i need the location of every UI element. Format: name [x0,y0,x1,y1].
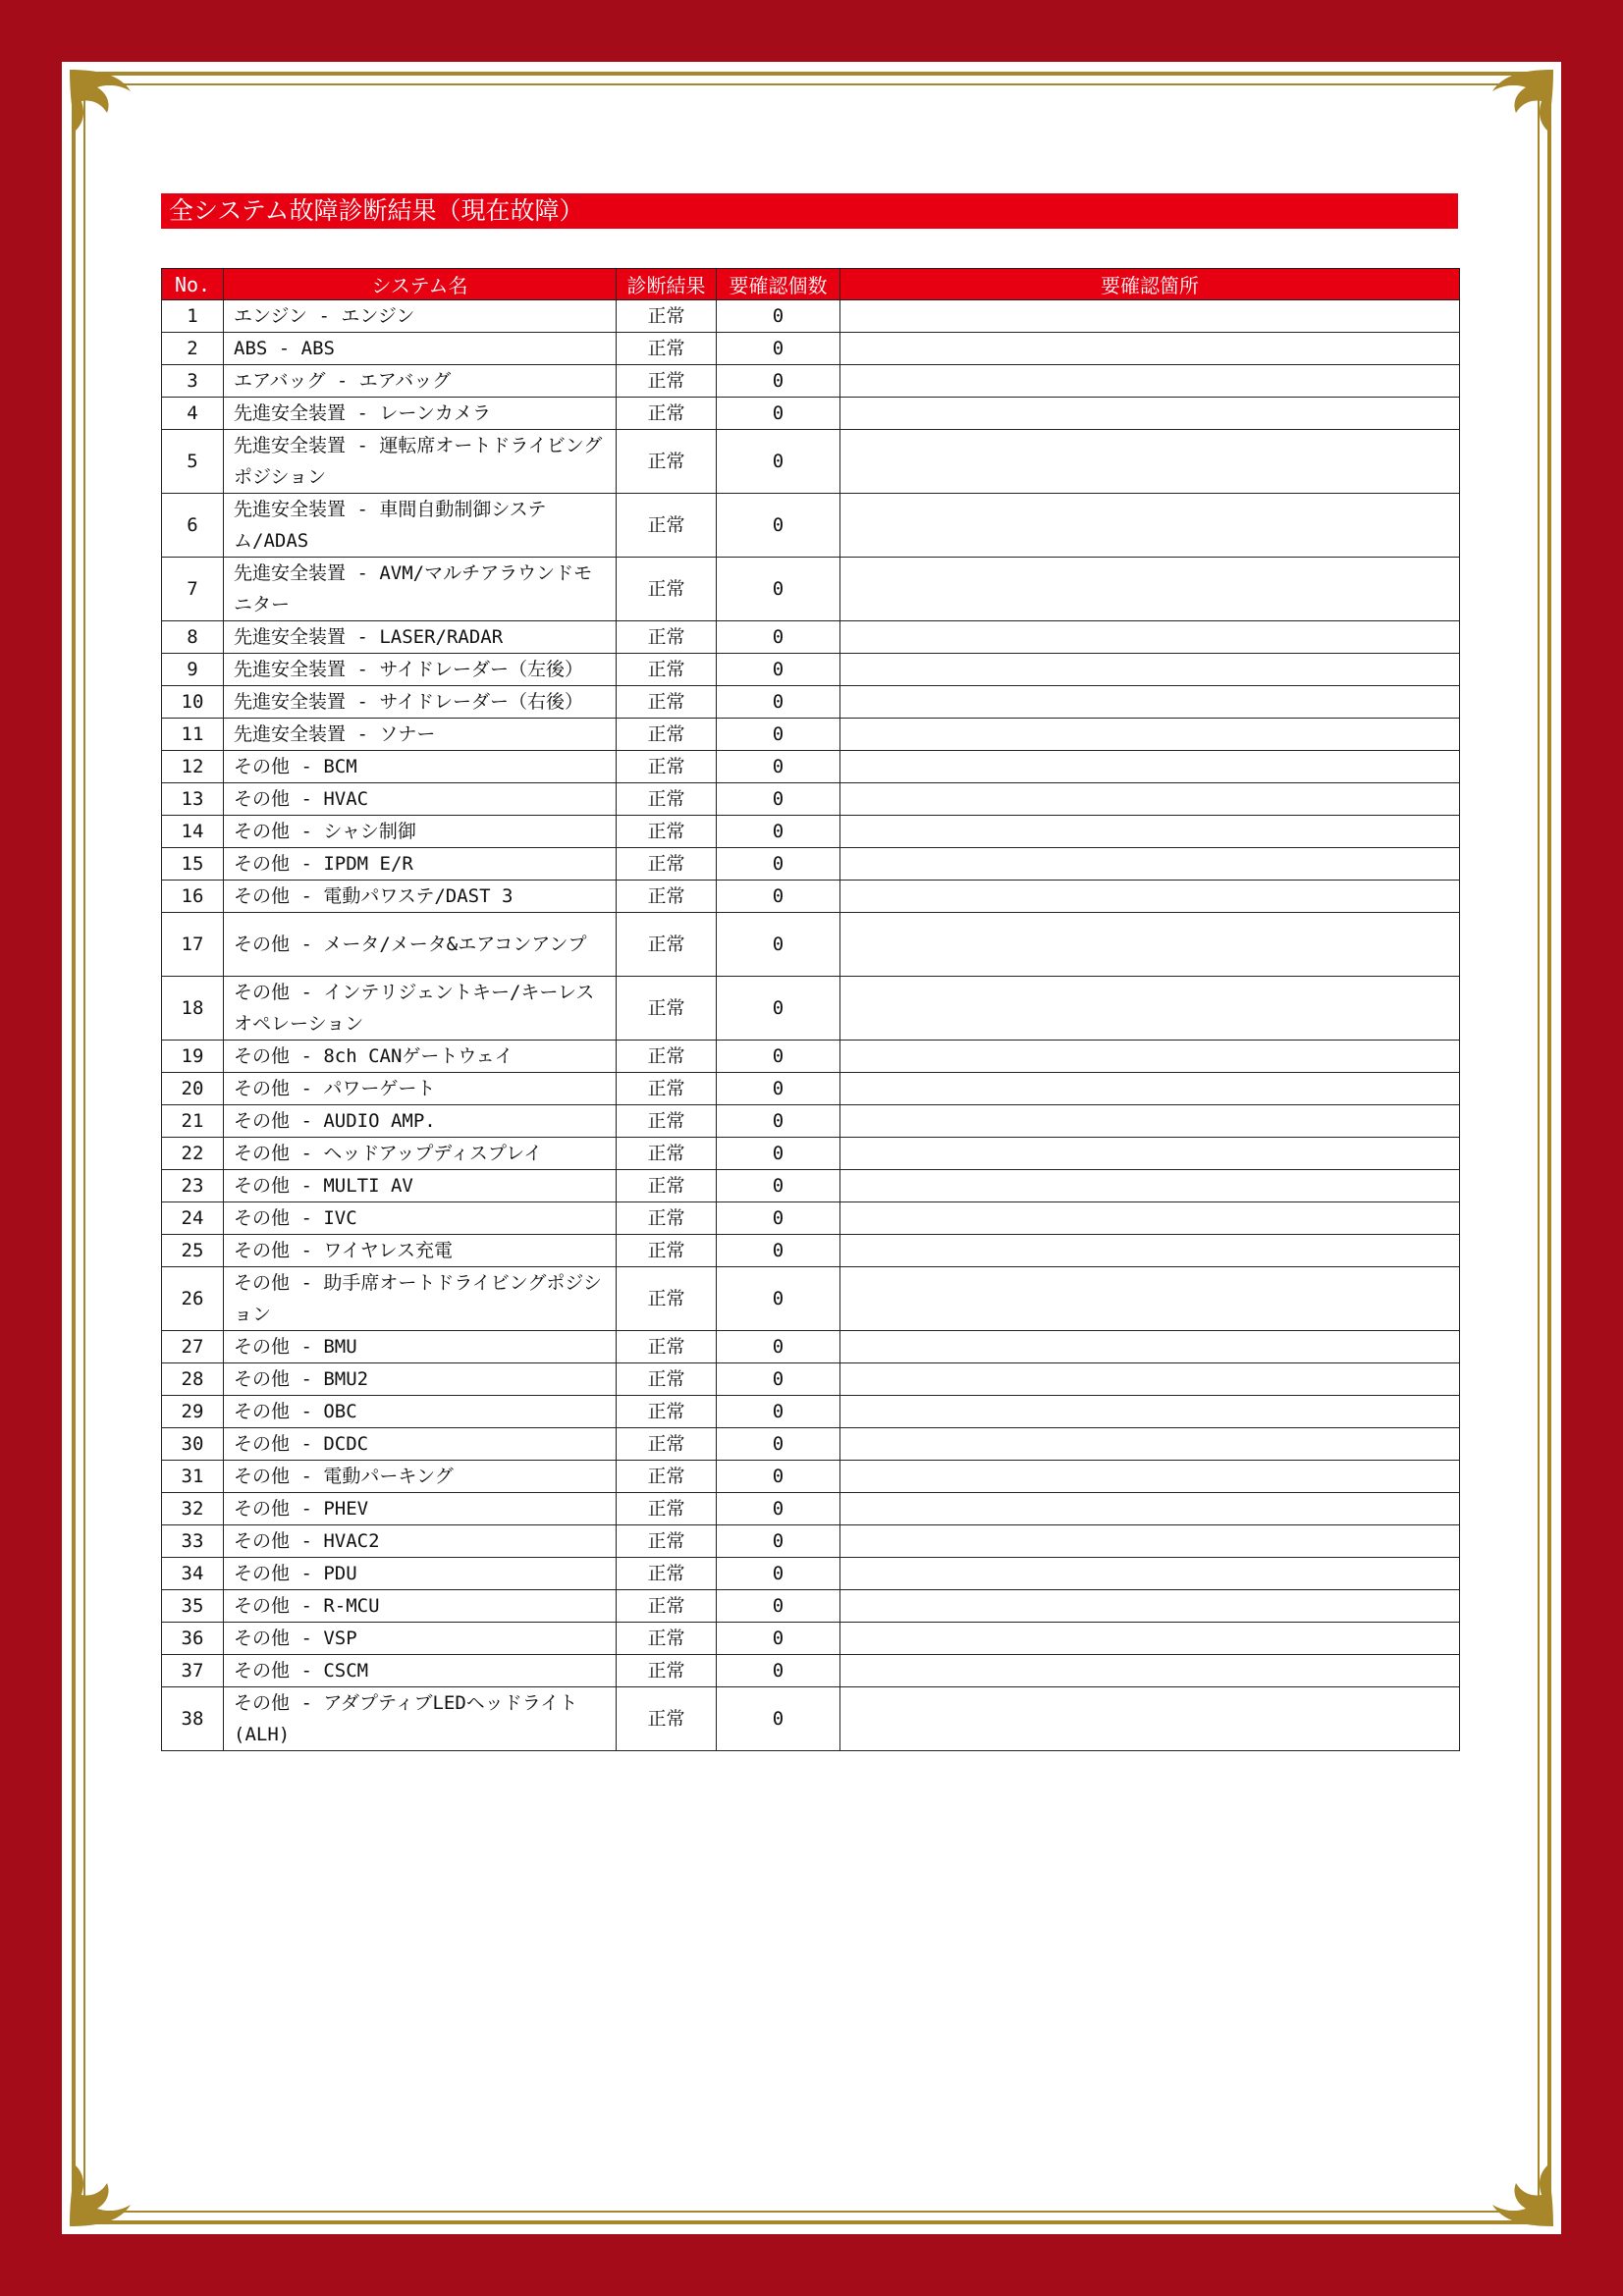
row-result: 正常 [617,1041,717,1073]
row-count: 0 [717,1170,840,1202]
table-row [162,1235,1460,1267]
row-system-name: その他 - VSP [224,1623,617,1655]
row-count: 0 [717,398,840,430]
row-location [840,1105,1460,1138]
row-count: 0 [717,686,840,719]
row-result: 正常 [617,1461,717,1493]
row-no: 36 [162,1623,224,1655]
row-count: 0 [717,881,840,913]
table-row [162,1105,1460,1138]
row-no: 17 [162,913,224,977]
row-result: 正常 [617,1331,717,1363]
row-result: 正常 [617,1590,717,1623]
row-count: 0 [717,1493,840,1525]
table-row [162,1428,1460,1461]
row-no: 15 [162,848,224,881]
row-location [840,365,1460,398]
table-row [162,300,1460,333]
row-location [840,816,1460,848]
table-row [162,1461,1460,1493]
row-no: 18 [162,977,224,1041]
row-location [840,1138,1460,1170]
row-no: 1 [162,300,224,333]
row-system-name: その他 - BMU [224,1331,617,1363]
row-system-name: その他 - IPDM E/R [224,848,617,881]
header-result: 診断結果 [617,269,717,300]
row-system-name: その他 - HVAC [224,783,617,816]
row-system-name: 先進安全装置 - 運転席オートドライビングポジション [224,430,617,494]
row-count: 0 [717,1331,840,1363]
row-no: 11 [162,719,224,751]
row-result: 正常 [617,686,717,719]
table-row [162,977,1460,1041]
row-no: 20 [162,1073,224,1105]
row-result: 正常 [617,621,717,654]
row-no: 25 [162,1235,224,1267]
row-system-name: その他 - HVAC2 [224,1525,617,1558]
row-no: 3 [162,365,224,398]
row-no: 19 [162,1041,224,1073]
row-count: 0 [717,1363,840,1396]
row-system-name: その他 - ワイヤレス充電 [224,1235,617,1267]
row-no: 16 [162,881,224,913]
row-no: 7 [162,558,224,621]
row-system-name: その他 - ヘッドアップディスプレイ [224,1138,617,1170]
table-row [162,558,1460,621]
diagnosis-table [161,268,1460,1751]
row-no: 23 [162,1170,224,1202]
row-no: 4 [162,398,224,430]
table-row [162,1363,1460,1396]
row-result: 正常 [617,1493,717,1525]
table-row [162,1687,1460,1751]
row-result: 正常 [617,1235,717,1267]
table-row [162,1396,1460,1428]
row-no: 10 [162,686,224,719]
row-location [840,848,1460,881]
row-no: 8 [162,621,224,654]
row-result: 正常 [617,300,717,333]
row-result: 正常 [617,1267,717,1331]
row-system-name: 先進安全装置 - 車間自動制御システム/ADAS [224,494,617,558]
row-location [840,654,1460,686]
table-row [162,1073,1460,1105]
row-result: 正常 [617,430,717,494]
row-no: 38 [162,1687,224,1751]
row-location [840,494,1460,558]
table-row [162,1655,1460,1687]
row-location [840,977,1460,1041]
row-count: 0 [717,1428,840,1461]
table-row [162,1525,1460,1558]
row-no: 35 [162,1590,224,1623]
row-system-name: その他 - 8ch CANゲートウェイ [224,1041,617,1073]
row-result: 正常 [617,558,717,621]
table-header-row [162,269,1460,300]
table-row [162,881,1460,913]
row-result: 正常 [617,494,717,558]
row-location [840,1267,1460,1331]
row-no: 14 [162,816,224,848]
row-result: 正常 [617,783,717,816]
row-system-name: その他 - 電動パーキング [224,1461,617,1493]
header-location: 要確認箇所 [840,269,1460,300]
row-location [840,333,1460,365]
table-row [162,816,1460,848]
row-count: 0 [717,816,840,848]
row-no: 32 [162,1493,224,1525]
table-row [162,686,1460,719]
table-row [162,621,1460,654]
row-no: 28 [162,1363,224,1396]
row-system-name: その他 - シャシ制御 [224,816,617,848]
row-location [840,430,1460,494]
row-no: 13 [162,783,224,816]
row-result: 正常 [617,1202,717,1235]
row-result: 正常 [617,1525,717,1558]
row-system-name: その他 - IVC [224,1202,617,1235]
row-count: 0 [717,300,840,333]
header-count: 要確認個数 [717,269,840,300]
row-no: 22 [162,1138,224,1170]
row-result: 正常 [617,881,717,913]
table-row [162,1267,1460,1331]
row-location [840,1363,1460,1396]
table-row [162,398,1460,430]
row-count: 0 [717,1073,840,1105]
row-location [840,1493,1460,1525]
row-result: 正常 [617,1105,717,1138]
row-count: 0 [717,783,840,816]
row-result: 正常 [617,977,717,1041]
row-count: 0 [717,1623,840,1655]
row-count: 0 [717,848,840,881]
row-system-name: その他 - DCDC [224,1428,617,1461]
header-system-name: システム名 [224,269,617,300]
row-result: 正常 [617,1363,717,1396]
row-location [840,719,1460,751]
row-system-name: その他 - R-MCU [224,1590,617,1623]
row-location [840,783,1460,816]
row-system-name: その他 - BCM [224,751,617,783]
row-location [840,913,1460,977]
header-no: No. [162,269,224,300]
row-location [840,1623,1460,1655]
row-result: 正常 [617,1138,717,1170]
row-no: 5 [162,430,224,494]
row-count: 0 [717,494,840,558]
row-result: 正常 [617,1655,717,1687]
row-no: 31 [162,1461,224,1493]
row-system-name: 先進安全装置 - サイドレーダー（右後） [224,686,617,719]
row-result: 正常 [617,1428,717,1461]
table-row [162,1041,1460,1073]
table-row [162,1138,1460,1170]
row-count: 0 [717,913,840,977]
row-system-name: その他 - PHEV [224,1493,617,1525]
row-no: 24 [162,1202,224,1235]
row-no: 34 [162,1558,224,1590]
row-no: 21 [162,1105,224,1138]
table-row [162,1331,1460,1363]
row-location [840,1687,1460,1751]
row-system-name: その他 - BMU2 [224,1363,617,1396]
row-result: 正常 [617,365,717,398]
row-result: 正常 [617,751,717,783]
row-system-name: ABS - ABS [224,333,617,365]
row-result: 正常 [617,848,717,881]
row-count: 0 [717,430,840,494]
row-count: 0 [717,1138,840,1170]
row-no: 29 [162,1396,224,1428]
row-no: 6 [162,494,224,558]
row-system-name: 先進安全装置 - LASER/RADAR [224,621,617,654]
row-count: 0 [717,977,840,1041]
row-count: 0 [717,621,840,654]
row-location [840,1041,1460,1073]
ornament-corner-icon [62,62,160,160]
row-count: 0 [717,751,840,783]
row-location [840,1428,1460,1461]
row-result: 正常 [617,1170,717,1202]
row-count: 0 [717,719,840,751]
row-count: 0 [717,1202,840,1235]
table-row [162,913,1460,977]
row-count: 0 [717,1105,840,1138]
row-count: 0 [717,1041,840,1073]
row-system-name: 先進安全装置 - レーンカメラ [224,398,617,430]
row-count: 0 [717,558,840,621]
row-count: 0 [717,1396,840,1428]
row-system-name: その他 - 電動パワステ/DAST 3 [224,881,617,913]
row-result: 正常 [617,398,717,430]
table-row [162,783,1460,816]
table-row [162,1623,1460,1655]
row-no: 26 [162,1267,224,1331]
row-count: 0 [717,365,840,398]
row-no: 33 [162,1525,224,1558]
row-no: 9 [162,654,224,686]
row-location [840,881,1460,913]
document-page [62,62,1561,2234]
row-system-name: 先進安全装置 - ソナー [224,719,617,751]
row-location [840,1396,1460,1428]
table-row [162,1170,1460,1202]
row-system-name: その他 - OBC [224,1396,617,1428]
table-row [162,430,1460,494]
row-location [840,1331,1460,1363]
row-location [840,1202,1460,1235]
row-location [840,621,1460,654]
row-location [840,686,1460,719]
row-system-name: その他 - CSCM [224,1655,617,1687]
ornament-corner-icon [62,2136,160,2234]
row-count: 0 [717,654,840,686]
row-result: 正常 [617,1623,717,1655]
row-count: 0 [717,1655,840,1687]
row-location [840,558,1460,621]
row-result: 正常 [617,816,717,848]
row-count: 0 [717,1558,840,1590]
row-no: 12 [162,751,224,783]
row-location [840,398,1460,430]
row-location [840,1558,1460,1590]
row-location [840,1461,1460,1493]
row-location [840,1073,1460,1105]
table-row [162,1590,1460,1623]
row-no: 2 [162,333,224,365]
row-location [840,1590,1460,1623]
table-row [162,333,1460,365]
ornament-corner-icon [1463,62,1561,160]
row-count: 0 [717,1267,840,1331]
table-row [162,848,1460,881]
table-row [162,751,1460,783]
table-row [162,1558,1460,1590]
row-location [840,1655,1460,1687]
row-result: 正常 [617,654,717,686]
row-count: 0 [717,1461,840,1493]
table-row [162,719,1460,751]
table-row [162,365,1460,398]
section-title: 全システム故障診断結果（現在故障） [161,193,1458,229]
row-count: 0 [717,333,840,365]
row-system-name: その他 - アダプティブLEDヘッドライト(ALH) [224,1687,617,1751]
row-system-name: その他 - 助手席オートドライビングポジション [224,1267,617,1331]
row-system-name: その他 - AUDIO AMP. [224,1105,617,1138]
row-result: 正常 [617,333,717,365]
row-count: 0 [717,1590,840,1623]
row-result: 正常 [617,719,717,751]
row-system-name: その他 - パワーゲート [224,1073,617,1105]
row-count: 0 [717,1235,840,1267]
row-system-name: 先進安全装置 - サイドレーダー（左後） [224,654,617,686]
row-result: 正常 [617,1396,717,1428]
row-count: 0 [717,1525,840,1558]
row-no: 27 [162,1331,224,1363]
row-result: 正常 [617,913,717,977]
row-result: 正常 [617,1558,717,1590]
row-system-name: エンジン - エンジン [224,300,617,333]
row-system-name: その他 - PDU [224,1558,617,1590]
row-location [840,1235,1460,1267]
row-location [840,1525,1460,1558]
row-system-name: その他 - メータ/メータ&エアコンアンプ [224,913,617,977]
row-no: 37 [162,1655,224,1687]
table-row [162,1202,1460,1235]
row-count: 0 [717,1687,840,1751]
table-row [162,494,1460,558]
row-result: 正常 [617,1687,717,1751]
row-system-name: エアバッグ - エアバッグ [224,365,617,398]
ornament-corner-icon [1463,2136,1561,2234]
table-row [162,1493,1460,1525]
row-no: 30 [162,1428,224,1461]
row-result: 正常 [617,1073,717,1105]
row-location [840,300,1460,333]
row-location [840,1170,1460,1202]
row-system-name: 先進安全装置 - AVM/マルチアラウンドモニター [224,558,617,621]
table-row [162,654,1460,686]
row-system-name: その他 - MULTI AV [224,1170,617,1202]
row-location [840,751,1460,783]
row-system-name: その他 - インテリジェントキー/キーレスオペレーション [224,977,617,1041]
